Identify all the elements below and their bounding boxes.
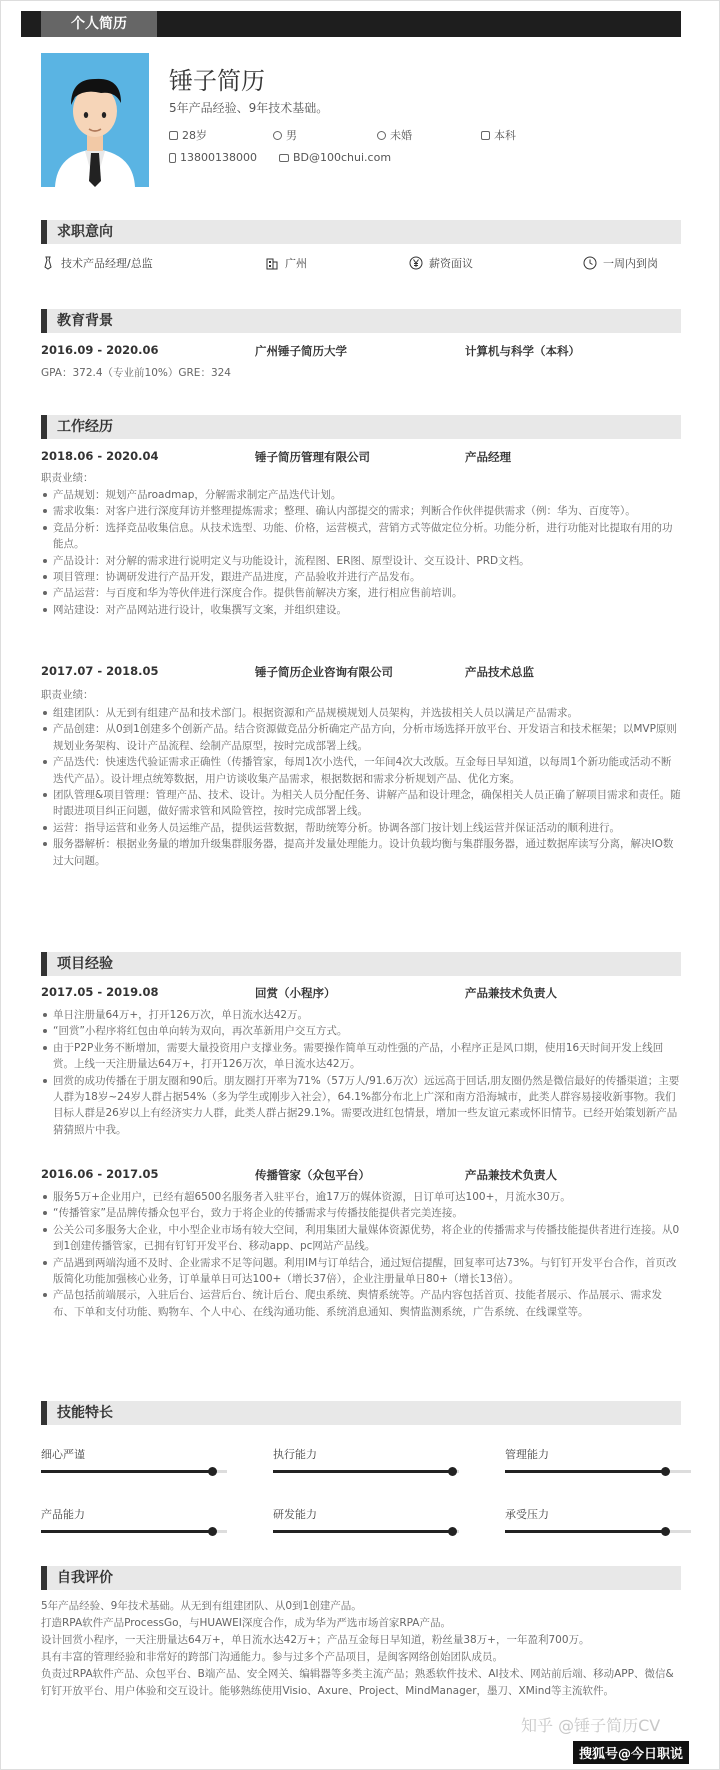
skill-item bbox=[41, 1446, 227, 1473]
skill-level-knob bbox=[208, 1527, 217, 1536]
phone-cell bbox=[169, 151, 279, 164]
skill-level-fill bbox=[505, 1470, 665, 1473]
skill-item bbox=[505, 1506, 691, 1533]
education-period: 2016.09 - 2020.06 bbox=[41, 343, 159, 357]
list-item: 项目管理：协调研发进行产品开发，跟进产品进度，产品验收并进行产品发布。 bbox=[41, 569, 681, 585]
section-work-title: 工作经历 bbox=[57, 419, 113, 435]
section-skills-title: 技能特长 bbox=[57, 1405, 113, 1421]
list-item: 公关公司多服务大企业，中小型企业市场有较大空间，利用集团大量媒体资源优势，将企业的传播需求与传播技能提供者进行连接。从0到1创建传播管家，已拥有钉钉开发平台、移动app、pc网站产品线。 bbox=[41, 1222, 681, 1255]
skill-level-fill bbox=[41, 1530, 212, 1533]
skill-item bbox=[505, 1446, 691, 1473]
list-item: “传播管家”是品牌传播众包平台，致力于将企业的传播需求与传播技能提供者完美连接。 bbox=[41, 1205, 681, 1221]
info-row-1 bbox=[169, 127, 585, 143]
tie-icon bbox=[41, 256, 55, 270]
skill-level-fill bbox=[41, 1470, 212, 1473]
education-major: 计算机与科学（本科） bbox=[465, 344, 580, 358]
intent-availability-value: 一周内到岗 bbox=[603, 257, 658, 270]
list-item: 由于P2P业务不断增加，需要大量投资用户支撑业务。需要操作简单互动性强的产品，小程序正是风口期，使用16天时间开发上线回赏。上线一天注册量达64万+，打开126万次，单日流水达42万。 bbox=[41, 1040, 681, 1073]
intent-availability bbox=[583, 255, 658, 271]
work-1-title: 产品经理 bbox=[465, 450, 511, 464]
marital-cell bbox=[377, 127, 481, 143]
section-intent-header bbox=[41, 220, 681, 244]
education-row bbox=[41, 343, 681, 361]
gender-icon bbox=[273, 131, 282, 140]
intent-position-value: 技术产品经理/总监 bbox=[61, 257, 153, 270]
section-education-title: 教育背景 bbox=[57, 313, 113, 329]
list-item: 产品包括前端展示，入驻后台、运营后台、统计后台、爬虫系统、舆情系统等。产品内容包括首页、技能者展示、作品展示、需求发布、下单和支付功能、购物车、个人中心、在线沟通功能、系统消息通知、舆情监测系统，广告系统、在线课堂等。 bbox=[41, 1287, 681, 1320]
work-2-duty-label: 职责业绩： bbox=[41, 689, 94, 701]
clock-icon bbox=[583, 256, 597, 270]
candidate-tagline: 5年产品经验、9年技术基础。 bbox=[169, 101, 329, 115]
candidate-name: 锤子简历 bbox=[169, 67, 265, 95]
list-item: 组建团队：从无到有组建产品和技术部门。根据资源和产品规模规划人员架构，并选拔相关人员以满足产品需求。 bbox=[41, 705, 681, 721]
list-item: 产品遇到两端沟通不及时、企业需求不足等问题。利用IM与订单结合，通过短信提醒，回复率可达73%。与钉钉开发平台合作，首页改版简化功能加强核心业务，订单量单日可达100+（增长37倍），企业注册量单日80+（增长13倍）。 bbox=[41, 1255, 681, 1288]
work-row-1 bbox=[41, 449, 681, 467]
work-2-company: 锤子简历企业咨询有限公司 bbox=[255, 665, 393, 679]
phone-value: 13800138000 bbox=[180, 151, 257, 164]
work-1-duty-label: 职责业绩： bbox=[41, 472, 94, 484]
project-row-2 bbox=[41, 1167, 681, 1185]
watermark-zhihu: 知乎 @锤子简历CV bbox=[521, 1716, 661, 1735]
list-item: 网站建设：对产品网站进行设计，收集撰写文案，并组织建设。 bbox=[41, 602, 681, 618]
avatar-illustration bbox=[41, 53, 149, 187]
project-1-name: 回赏（小程序） bbox=[255, 986, 336, 1000]
education-gpa: GPA：372.4（专业前10%）GRE：324 bbox=[41, 367, 231, 379]
project-2-name: 传播管家（众包平台） bbox=[255, 1168, 370, 1182]
gender-cell bbox=[273, 127, 377, 143]
avatar bbox=[41, 53, 149, 187]
building-icon bbox=[265, 256, 279, 270]
section-projects-title: 项目经验 bbox=[57, 956, 113, 972]
list-item: 需求收集：对客户进行深度拜访并整理提炼需求；整理、确认内部提交的需求；判断合作伙伴提供需求（例：华为、百度等）。 bbox=[41, 503, 681, 519]
section-self-title: 自我评价 bbox=[57, 1570, 113, 1586]
list-item: 产品规划：规划产品roadmap，分解需求制定产品迭代计划。 bbox=[41, 487, 681, 503]
self-evaluation bbox=[41, 1598, 681, 1700]
project-row-1 bbox=[41, 985, 681, 1003]
skill-level-fill bbox=[505, 1530, 665, 1533]
skill-name: 承受压力 bbox=[505, 1508, 549, 1521]
list-item: 单日注册量64万+，打开126万次，单日流水达42万。 bbox=[41, 1007, 681, 1023]
project-2-period: 2016.06 - 2017.05 bbox=[41, 1167, 159, 1181]
heart-icon bbox=[377, 131, 386, 140]
age-value: 28岁 bbox=[182, 129, 207, 142]
calendar-icon bbox=[169, 131, 178, 140]
self-eval-line: 具有丰富的管理经验和非常好的跨部门沟通能力。参与过多个产品项目，是闽客网络创始团队成员。 bbox=[41, 1651, 503, 1663]
skill-level-fill bbox=[273, 1530, 452, 1533]
job-intent-row bbox=[41, 255, 681, 275]
work-2-duty-list bbox=[41, 705, 681, 869]
work-1-duty-list bbox=[41, 487, 681, 618]
graduation-cap-icon bbox=[481, 131, 490, 140]
work-1-period: 2018.06 - 2020.04 bbox=[41, 449, 159, 463]
skill-item bbox=[273, 1506, 459, 1533]
list-item: 产品设计：对分解的需求进行说明定义与功能设计，流程图、ER图、原型设计、交互设计、PRD文档。 bbox=[41, 553, 681, 569]
list-item: 产品创建：从0到1创建多个创新产品。结合资源做竞品分析确定产品方向，分析市场选择开放平台、开发语言和技术框架；以MVP原则规划业务架构、设计产品流程、绘制产品原型，按时完成部署上线。 bbox=[41, 721, 681, 754]
work-1-company: 锤子简历管理有限公司 bbox=[255, 450, 370, 464]
section-education-header bbox=[41, 309, 681, 333]
intent-city bbox=[265, 255, 307, 271]
work-2-period: 2017.07 - 2018.05 bbox=[41, 664, 159, 678]
skill-name: 产品能力 bbox=[41, 1508, 85, 1521]
section-work-header bbox=[41, 415, 681, 439]
list-item: 服务器解析：根据业务量的增加升级集群服务器，提高并发量处理能力。设计负载均衡与集群服务器，通过数据库读写分离，解决IO数过大问题。 bbox=[41, 836, 681, 869]
skill-level-track bbox=[41, 1530, 227, 1533]
section-intent-title: 求职意向 bbox=[57, 224, 113, 240]
intent-city-value: 广州 bbox=[285, 257, 307, 270]
skill-level-track bbox=[273, 1470, 459, 1473]
degree-cell bbox=[481, 127, 585, 143]
skill-item bbox=[273, 1446, 459, 1473]
work-2-title: 产品技术总监 bbox=[465, 665, 534, 679]
skill-level-knob bbox=[208, 1467, 217, 1476]
section-self-header bbox=[41, 1566, 681, 1590]
age-cell bbox=[169, 127, 273, 143]
project-1-role: 产品兼技术负责人 bbox=[465, 986, 557, 1000]
intent-salary-value: 薪资面议 bbox=[429, 257, 473, 270]
self-eval-line: 打造RPA软件产品ProcessGo，与HUAWEI深度合作，成为华为严选市场首家RPA产品。 bbox=[41, 1617, 451, 1629]
email-icon bbox=[279, 154, 289, 162]
marital-value: 未婚 bbox=[390, 129, 412, 142]
section-projects-header bbox=[41, 952, 681, 976]
list-item: “回赏”小程序将红包由单向转为双向，再次革新用户交互方式。 bbox=[41, 1023, 681, 1039]
phone-icon bbox=[169, 153, 176, 163]
skill-level-knob bbox=[661, 1467, 670, 1476]
skill-name: 执行能力 bbox=[273, 1448, 317, 1461]
intent-position bbox=[41, 255, 153, 271]
gender-value: 男 bbox=[286, 129, 297, 142]
project-2-role: 产品兼技术负责人 bbox=[465, 1168, 557, 1182]
skill-level-knob bbox=[661, 1527, 670, 1536]
skill-level-knob bbox=[448, 1527, 457, 1536]
skill-level-track bbox=[41, 1470, 227, 1473]
self-eval-line: 5年产品经验、9年技术基础。从无到有组建团队、从0到1创建产品。 bbox=[41, 1600, 362, 1612]
list-item: 服务5万+企业用户，已经有超6500名服务者入驻平台，逾17万的媒体资源，日订单可达100+，月流水30万。 bbox=[41, 1189, 681, 1205]
project-2-list bbox=[41, 1189, 681, 1320]
email-value: BD@100chui.com bbox=[293, 151, 392, 164]
list-item: 竞品分析：选择竞品收集信息。从技术选型、功能、价格，运营模式，营销方式等做定位分析。功能分析，进行功能对比提取有用的功能点。 bbox=[41, 520, 681, 553]
list-item: 回赏的成功传播在于朋友圈和90后。朋友圈打开率为71%（57万人/91.6万次）远远高于回话,朋友圈仍然是微信最好的传播渠道；主要人群为18岁~24岁人群占据54%（多为学生或刚步入社会），64.1%都分布北上广深和南方沿海城市，此类人群容易接收新事物。我们目标人群是26岁以上有经济实力人群，此类人群占据29.1%。需要改进红包情景，增加一些友谊元素或怀旧情节。已经开始策划新产品猜猜照片中我。 bbox=[41, 1073, 681, 1139]
skill-item bbox=[41, 1506, 227, 1533]
skill-name: 管理能力 bbox=[505, 1448, 549, 1461]
skill-level-knob bbox=[448, 1467, 457, 1476]
email-cell bbox=[279, 151, 391, 164]
info-row-2 bbox=[169, 151, 391, 164]
list-item: 产品运营：与百度和华为等伙伴进行深度合作。提供售前解决方案，进行相应售前培训。 bbox=[41, 585, 681, 601]
section-skills-header bbox=[41, 1401, 681, 1425]
list-item: 运营：指导运营和业务人员运维产品，提供运营数据，帮助统筹分析。协调各部门按计划上线运营并保证活动的顺利进行。 bbox=[41, 820, 681, 836]
list-item: 产品迭代：快速迭代验证需求正确性（传播管家，每周1次小迭代，一年间4次大改版。互金每日早知道，以每周1个新功能或活动不断迭代产品）。设计埋点统筹数据，用户访谈收集产品需求，根据数据和需求分析规划产品、优化方案。 bbox=[41, 754, 681, 787]
header-tab: 个人简历 bbox=[41, 11, 157, 37]
list-item: 团队管理&项目管理：管理产品、技术、设计。为相关人员分配任务、讲解产品和设计理念，确保相关人员正确了解项目需求和责任。随时跟进项目纠正问题，做好需求管和风险管控，按时完成部署上线。 bbox=[41, 787, 681, 820]
watermark-sohu: 搜狐号@今日职说 bbox=[573, 1741, 689, 1764]
skill-level-track bbox=[505, 1470, 691, 1473]
skill-name: 细心严谨 bbox=[41, 1448, 85, 1461]
yen-coin-icon bbox=[409, 256, 423, 270]
project-1-list bbox=[41, 1007, 681, 1138]
intent-salary bbox=[409, 255, 473, 271]
skill-level-track bbox=[273, 1530, 459, 1533]
project-1-period: 2017.05 - 2019.08 bbox=[41, 985, 159, 999]
skill-name: 研发能力 bbox=[273, 1508, 317, 1521]
work-row-2 bbox=[41, 664, 681, 682]
skill-level-track bbox=[505, 1530, 691, 1533]
self-eval-line: 负责过RPA软件产品、众包平台、B端产品、安全网关、编辑器等多类主流产品；熟悉软件技术、AI技术、网站前后端、移动APP、微信&钉钉开放平台、用户体验和交互设计。能够熟练使用Visio、Axure、Project、MindManager，墨刀、XMind等主流软件。 bbox=[41, 1668, 674, 1697]
education-school: 广州锤子简历大学 bbox=[255, 344, 347, 358]
degree-value: 本科 bbox=[494, 129, 516, 142]
self-eval-line: 设计回赏小程序，一天注册量达64万+，单日流水达42万+；产品互金每日早知道，粉丝量38万+，一年盈利700万。 bbox=[41, 1634, 590, 1646]
skill-level-fill bbox=[273, 1470, 452, 1473]
